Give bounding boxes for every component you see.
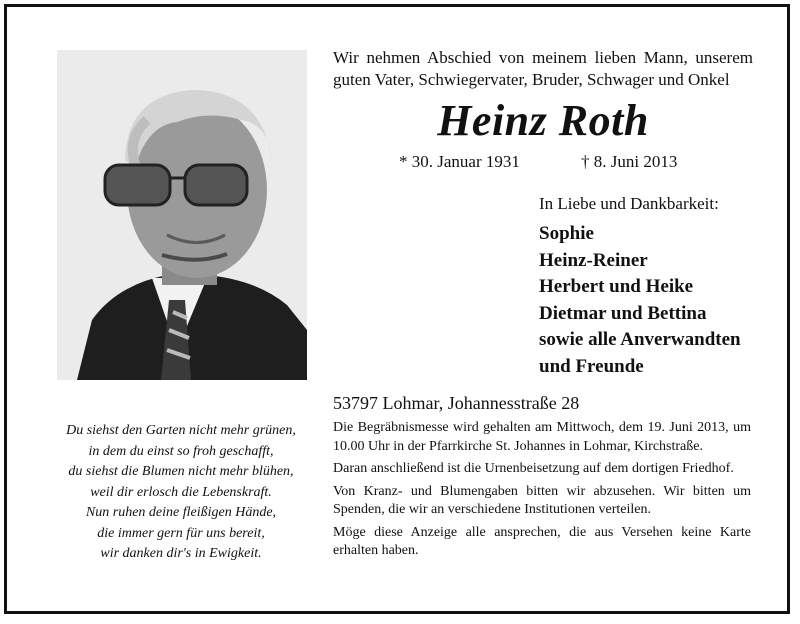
mourner-name: Herbert und Heike [539, 276, 694, 297]
portrait-photo [57, 50, 307, 380]
poem-line: wir danken dir's in Ewigkeit. [100, 546, 262, 561]
poem-line: Du siehst den Garten nicht mehr grünen, [66, 423, 296, 438]
poem-line: weil dir erlosch die Lebenskraft. [90, 484, 272, 500]
mourner-name: und Freunde [539, 355, 644, 377]
deceased-name: Heinz Roth [437, 96, 649, 145]
poem-line: die immer gern für uns bereit, [97, 525, 265, 541]
mourner-name: Sophie [539, 223, 594, 244]
poem-line: du siehst die Blumen nicht mehr blühen, [68, 464, 294, 479]
thanks-line: In Liebe und Dankbarkeit: [539, 194, 719, 213]
mourner-name: Dietmar und Bettina [539, 302, 707, 324]
notice-paragraph: Die Begräbnismesse wird gehalten am Mittwoch, dem 19. Juni 2013, um 10.00 Uhr in der Pfarrkirche St. Johannes in Lohmar, Kirchstraße. [333, 420, 751, 454]
family-address: 53797 Lohmar, Johannesstraße 28 [333, 393, 580, 413]
portrait-illustration [57, 50, 307, 380]
funeral-notices [333, 419, 751, 565]
mourners-list [539, 221, 741, 380]
notice-paragraph: Möge diese Anzeige alle ansprechen, die aus Versehen keine Karte erhalten haben. [333, 524, 751, 558]
birth-date: * 30. Januar 1931 [399, 152, 520, 171]
death-date: † 8. Juni 2013 [581, 152, 678, 171]
mourner-name: sowie alle Anverwandten [539, 329, 741, 350]
mourner-name: Heinz-Reiner [539, 249, 648, 271]
notice-paragraph: Von Kranz- und Blumengaben bitten wir abzusehen. Wir bitten um Spenden, die wir an verschiedene Institutionen verteilen. [333, 483, 751, 517]
memorial-poem [47, 421, 315, 565]
intro-text: Wir nehmen Abschied von meinem lieben Mann, unserem guten Vater, Schwiegervater, Bruder, Schwager und Onkel [333, 48, 753, 89]
notice-paragraph: Daran anschließend ist die Urnenbeisetzung auf dem dortigen Friedhof. [333, 461, 734, 476]
poem-line: in dem du einst so froh geschafft, [88, 443, 274, 459]
obituary-card [4, 4, 790, 614]
poem-line: Nun ruhen deine fleißigen Hände, [85, 505, 277, 520]
